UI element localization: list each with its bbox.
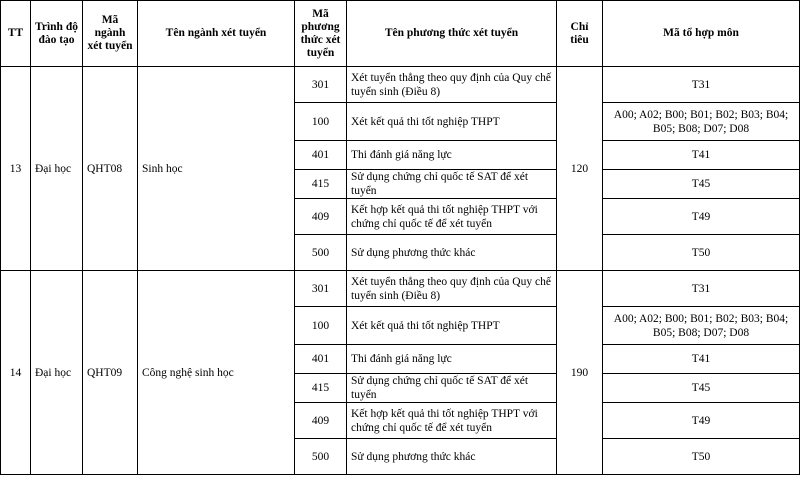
method-name: Sử dụng chứng chỉ quốc tế SAT để xét tuyển <box>347 170 557 199</box>
header-combo: Mã tổ hợp môn <box>603 1 800 67</box>
method-name: Thi đánh giá năng lực <box>347 141 557 170</box>
program-level: Đại học <box>31 271 83 475</box>
method-combo: T49 <box>603 199 800 235</box>
method-code: 301 <box>295 271 347 307</box>
header-level: Trình độ đào tạo <box>31 1 83 67</box>
program-name: Công nghệ sinh học <box>138 271 295 475</box>
method-name: Sử dụng phương thức khác <box>347 235 557 271</box>
method-combo: T50 <box>603 235 800 271</box>
program-level: Đại học <box>31 67 83 271</box>
program-tt: 13 <box>1 67 31 271</box>
program-quota: 120 <box>557 67 603 271</box>
method-code: 100 <box>295 307 347 345</box>
method-name: Xét tuyển thẳng theo quy định của Quy chế tuyển sinh (Điều 8) <box>347 67 557 103</box>
header-method-code: Mã phương thức xét tuyển <box>295 1 347 67</box>
method-name: Kết hợp kết quả thi tốt nghiệp THPT với chứng chỉ quốc tế để xét tuyển <box>347 199 557 235</box>
table-row <box>1 271 800 307</box>
program-quota: 190 <box>557 271 603 475</box>
method-name: Xét kết quả thi tốt nghiệp THPT <box>347 103 557 141</box>
method-combo: T50 <box>603 439 800 475</box>
method-combo: T45 <box>603 374 800 403</box>
table-row <box>1 67 800 103</box>
method-code: 401 <box>295 345 347 374</box>
method-combo: A00; A02; B00; B01; B02; B03; B04; B05; B08; D07; D08 <box>603 307 800 345</box>
header-quota: Chỉ tiêu <box>557 1 603 67</box>
program-tt: 14 <box>1 271 31 475</box>
header-tt: TT <box>1 1 31 67</box>
method-combo: A00; A02; B00; B01; B02; B03; B04; B05; B08; D07; D08 <box>603 103 800 141</box>
method-combo: T41 <box>603 141 800 170</box>
method-code: 500 <box>295 439 347 475</box>
method-name: Sử dụng phương thức khác <box>347 439 557 475</box>
method-code: 500 <box>295 235 347 271</box>
method-code: 100 <box>295 103 347 141</box>
method-combo: T45 <box>603 170 800 199</box>
method-code: 401 <box>295 141 347 170</box>
method-combo: T49 <box>603 403 800 439</box>
method-code: 415 <box>295 170 347 199</box>
header-row <box>1 1 800 67</box>
method-name: Xét kết quả thi tốt nghiệp THPT <box>347 307 557 345</box>
header-method-name: Tên phương thức xét tuyển <box>347 1 557 67</box>
method-combo: T31 <box>603 271 800 307</box>
method-name: Xét tuyển thẳng theo quy định của Quy chế tuyển sinh (Điều 8) <box>347 271 557 307</box>
program-code: QHT08 <box>83 67 138 271</box>
method-code: 415 <box>295 374 347 403</box>
program-name: Sinh học <box>138 67 295 271</box>
header-major-code: Mã ngành xét tuyển <box>83 1 138 67</box>
method-combo: T31 <box>603 67 800 103</box>
program-code: QHT09 <box>83 271 138 475</box>
method-code: 301 <box>295 67 347 103</box>
method-name: Thi đánh giá năng lực <box>347 345 557 374</box>
method-code: 409 <box>295 199 347 235</box>
method-name: Kết hợp kết quả thi tốt nghiệp THPT với chứng chỉ quốc tế để xét tuyển <box>347 403 557 439</box>
method-code: 409 <box>295 403 347 439</box>
header-major-name: Tên ngành xét tuyển <box>138 1 295 67</box>
method-combo: T41 <box>603 345 800 374</box>
method-name: Sử dụng chứng chỉ quốc tế SAT để xét tuyển <box>347 374 557 403</box>
